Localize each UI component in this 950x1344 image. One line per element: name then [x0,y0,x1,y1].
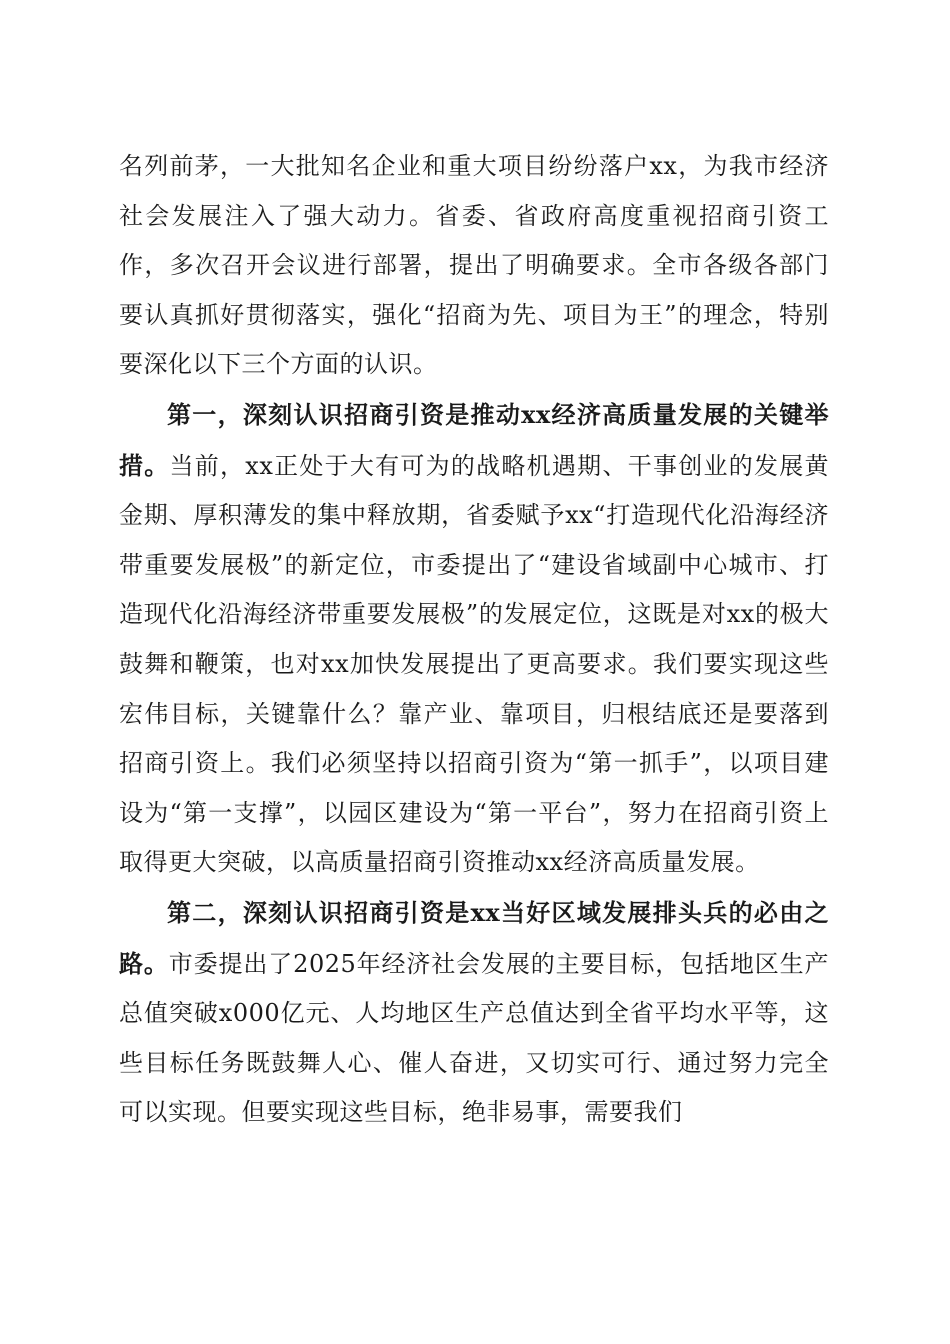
paragraph-heading: 第一，深刻认识招商引资是推动xx经济高质量发展的关键举措。 [119,399,829,480]
paragraph-intro-continuation [119,142,829,390]
paragraph-body: 当前，xx正处于大有可为的战略机遇期、干事创业的发展黄金期、厚积薄发的集中释放期，省委赋予xx“打造现代化沿海经济带重要发展极”的新定位，市委提出了“建设省域副中心城市、打造现代化沿海经济带重要发展极”的发展定位，这既是对xx的极大鼓舞和鞭策，也对xx加快发展提出了更高要求。我们要实现这些宏伟目标，关键靠什么？靠产业、靠项目，归根结底还是要落到招商引资上。我们必须坚持以招商引资为“第一抓手”，以项目建设为“第一支撑”，以园区建设为“第一平台”，努力在招商引资上取得更大突破，以高质量招商引资推动xx经济高质量发展。 [119,451,829,877]
paragraph-body: 市委提出了2025年经济社会发展的主要目标，包括地区生产总值突破x000亿元、人均地区生产总值达到全省平均水平等，这些目标任务既鼓舞人心、催人奋进，又切实可行、通过努力完全可以实现。但要实现这些目标，绝非易事，需要我们 [119,949,830,1127]
paragraph-point-two [119,888,829,1138]
paragraph-point-one [119,390,829,888]
paragraph-heading: 第二，深刻认识招商引资是xx当好区域发展排头兵的必由之路。 [119,897,829,978]
document-page [119,142,829,1138]
paragraph-body: 名列前茅，一大批知名企业和重大项目纷纷落户xx，为我市经济社会发展注入了强大动力。省委、省政府高度重视招商引资工作，多次召开会议进行部署，提出了明确要求。全市各级各部门要认真抓好贯彻落实，强化“招商为先、项目为王”的理念，特别要深化以下三个方面的认识。 [119,152,829,379]
